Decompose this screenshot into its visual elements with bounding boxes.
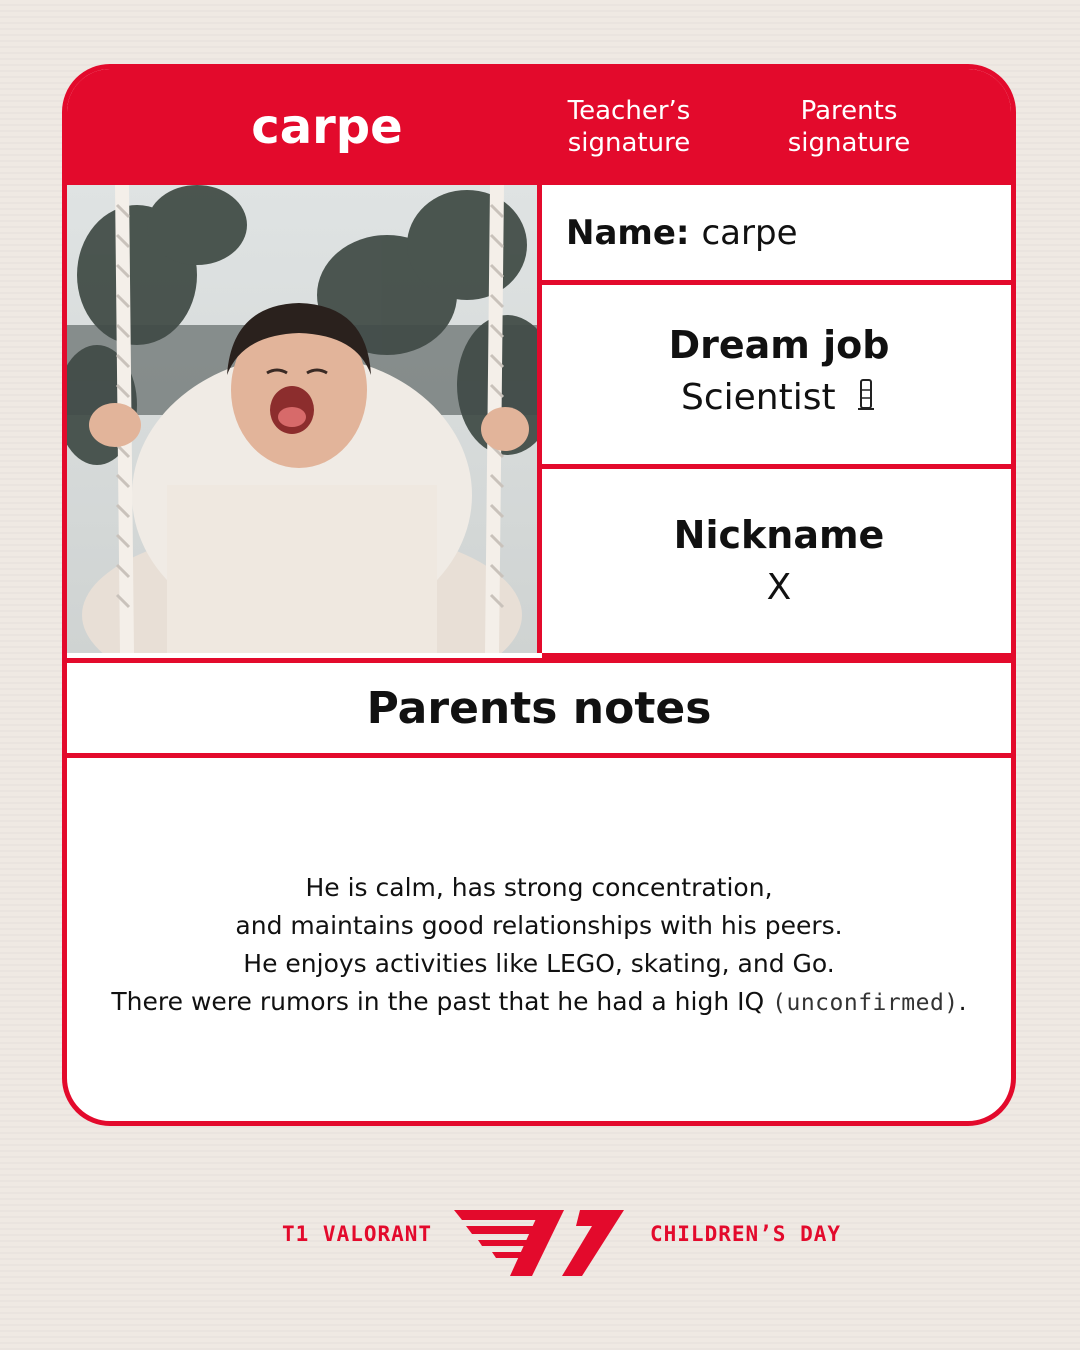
dream-job-value: Scientist [680,377,836,418]
parents-signature-label: Parents signature [787,96,911,158]
name-label: Name: [566,212,690,253]
nickname-box [542,469,1016,658]
notes-line-4: There were rumors in the past that he had a high IQ [111,987,765,1016]
name-value: carpe [701,212,798,253]
notes-line-2: and maintains good relationships with his peers. [235,911,843,940]
name-row [542,185,1016,285]
nickname-label: Nickname [673,513,885,557]
footer-right-text: CHILDREN’S DAY [650,1222,842,1246]
profile-card [62,64,1016,1126]
parents-notes-title: Parents notes [67,658,1011,758]
t1-logo-icon [452,1206,627,1278]
notes-line-4-row [67,983,1011,1022]
dream-job-box [542,285,1016,469]
notes-aside: (unconfirmed) [772,990,959,1016]
teacher-signature-label: Teacher’s signature [567,96,691,158]
footer-left-text: T1 VALORANT [282,1222,433,1246]
notes-line-1: He is calm, has strong concentration, [305,873,773,902]
header-title: carpe [251,99,403,155]
dream-job-label: Dream job [668,323,890,367]
child-photo-image [67,185,537,653]
notes-line-3: He enjoys activities like LEGO, skating, and Go. [243,949,835,978]
notes-line-4-end: . [958,987,967,1016]
child-photo [67,185,542,653]
parents-notes-text [67,869,1011,1022]
card-header [67,69,1011,185]
dream-job-value-row [542,377,1016,421]
nickname-value: X [766,567,792,608]
test-tube-icon [855,378,877,421]
